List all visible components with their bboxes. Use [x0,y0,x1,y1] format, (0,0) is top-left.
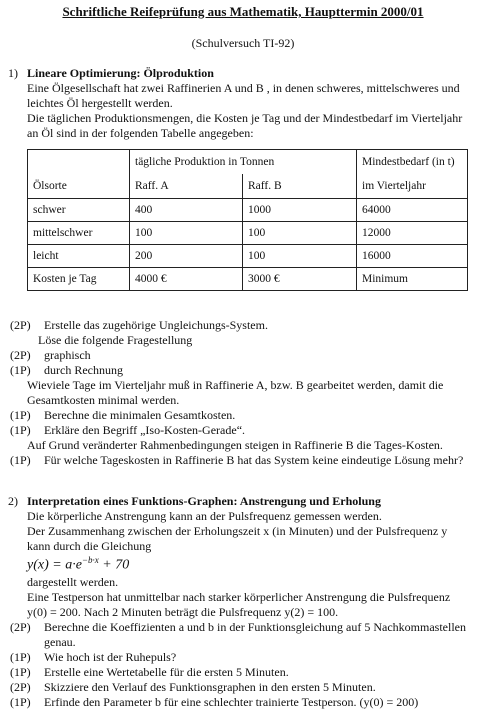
task-points: (1P) [10,363,31,377]
section2-heading: Interpretation eines Funktions-Graphen: Anstrengung und Erholung [27,494,381,508]
task-text: Erstelle eine Wertetabelle für die ersten 5 Minuten. [44,665,289,679]
table-cell: schwer [28,199,130,222]
task-text: Auf Grund veränderter Rahmenbedingungen steigen in Raffinerie B die Tages-Kosten. [27,438,443,452]
task-text: Löse die folgende Fragestellung [38,333,193,347]
formula-lhs: y(x) = a·e [27,557,82,573]
task-points: (2P) [10,348,31,362]
table-header-cell: Raff. A [130,174,243,199]
task-points: (2P) [10,620,31,634]
section2-text-line: Eine Testperson hat unmittelbar nach starker körperlicher Anstrengung die Pulsfrequenz [27,590,451,604]
table-cell: 3000 € [243,268,357,291]
section1-intro-line: Die täglichen Produktionsmengen, die Kosten je Tag und der Mindestbedarf im Vierteljahr [27,111,463,125]
task-points: (1P) [10,695,31,709]
task-points: (1P) [10,665,31,679]
formula-exponent: −b·x [81,555,99,565]
page-subtitle: (Schulversuch TI-92) [191,36,295,50]
task-points: (1P) [10,650,31,664]
table-header-cell [28,150,130,175]
task-text: Skizziere den Verlauf des Funktionsgraphen in den ersten 5 Minuten. [44,680,376,694]
section1-intro-line: an Öl sind in der folgenden Tabelle angegeben: [27,126,254,140]
pulse-formula [27,555,129,574]
section2-intro-line: kann durch die Gleichung [27,539,152,553]
section1-heading: Lineare Optimierung: Ölproduktion [27,66,214,80]
task-text: Wieviele Tage im Vierteljahr muß in Raffinerie A, bzw. B gearbeitet werden, damit die [27,378,444,392]
table-header-cell: tägliche Produktion in Tonnen [130,150,357,175]
section1-intro-line: Eine Ölgesellschaft hat zwei Raffinerien A und B , in denen schweres, mittelschweres und [27,81,460,95]
task-points: (2P) [10,680,31,694]
task-text: Berechne die minimalen Gesamtkosten. [44,408,236,422]
table-cell: mittelschwer [28,222,130,245]
table-cell: Kosten je Tag [28,268,130,291]
table-cell: 100 [243,245,357,268]
task-text: Erkläre den Begriff „Iso-Kosten-Gerade“. [44,423,246,437]
task-text: graphisch [44,348,91,362]
table-cell: 64000 [357,199,468,222]
table-row [28,199,468,222]
task-text: Berechne die Koeffizienten a und b in der Funktionsgleichung auf 5 Nachkommastellen [44,620,466,634]
task-text: Erstelle das zugehörige Ungleichungs-System. [44,318,268,332]
task-points: (1P) [10,408,31,422]
table-header-cell: Mindestbedarf (in t) [357,150,468,175]
table-cell: leicht [28,245,130,268]
section1-intro-line: leichtes Öl hergestellt werden. [27,96,173,110]
formula-rhs: + 70 [98,557,130,573]
table-header-cell: Ölsorte [28,174,130,199]
task-text: Gesamtkosten minimal werden. [27,393,180,407]
task-text: durch Rechnung [44,363,123,377]
task-text: Für welche Tageskosten in Raffinerie B hat das System keine eindeutige Lösung mehr? [44,453,464,467]
section2-number: 2) [8,494,18,508]
table-cell: 400 [130,199,243,222]
task-points: (1P) [10,423,31,437]
table-row [28,245,468,268]
table-header-row [28,174,468,199]
section2-text-line: dargestellt werden. [27,575,119,589]
section2-text-line: y(0) = 200. Nach 2 Minuten beträgt die Pulsfrequenz y(2) = 100. [27,605,339,619]
table-header-cell: im Vierteljahr [357,174,468,199]
oil-production-table [27,149,468,291]
table-header-cell: Raff. B [243,174,357,199]
table-row [28,222,468,245]
section2-intro-line: Der Zusammenhang zwischen der Erholungszeit x (in Minuten) und der Pulsfrequenz y [27,524,448,538]
table-cell: 200 [130,245,243,268]
task-text: Erfinde den Parameter b für eine schlechter trainierte Testperson. (y(0) = 200) [44,695,419,709]
task-points: (1P) [10,453,31,467]
task-points: (2P) [10,318,31,332]
section2-intro-line: Die körperliche Anstrengung kann an der Pulsfrequenz gemessen werden. [27,509,382,523]
table-row [28,268,468,291]
table-header-row [28,150,468,175]
table-cell: 16000 [357,245,468,268]
table-cell: 4000 € [130,268,243,291]
task-text: Wie hoch ist der Ruhepuls? [44,650,177,664]
page-title: Schriftliche Reifeprüfung aus Mathematik, Haupttermin 2000/01 [62,4,424,19]
table-cell: 100 [130,222,243,245]
task-text: genau. [44,635,76,649]
table-cell: 100 [243,222,357,245]
table-cell: 12000 [357,222,468,245]
section1-number: 1) [8,66,18,80]
table-cell: Minimum [357,268,468,291]
table-cell: 1000 [243,199,357,222]
